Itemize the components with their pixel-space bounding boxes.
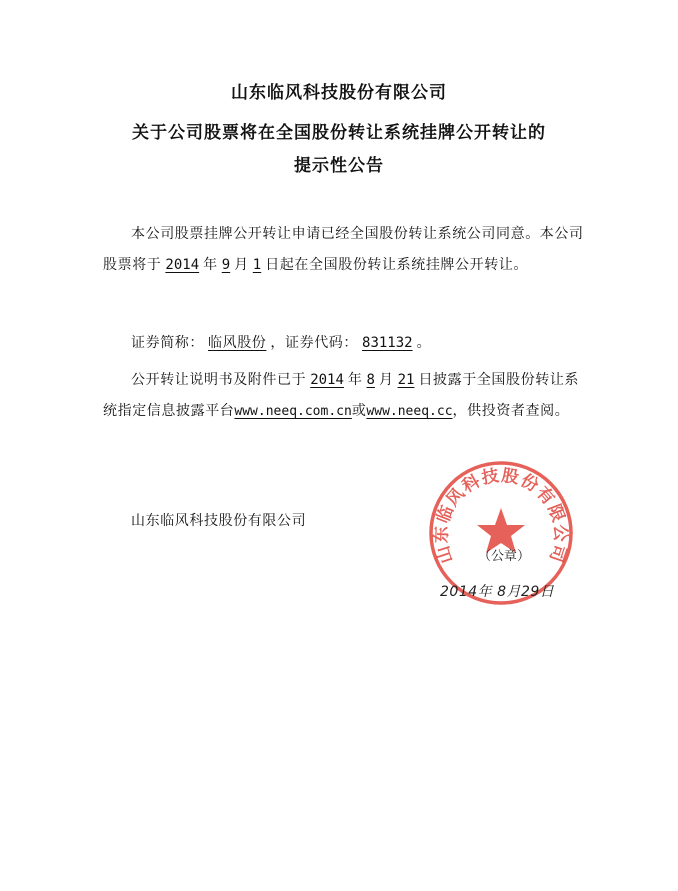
document-subtitle: 关于公司股票将在全国股份转让系统挂牌公开转让的: [132, 123, 546, 143]
paragraph-disclosure: [103, 365, 588, 427]
p3-month-sep: 月: [378, 372, 394, 388]
listing-month: 9: [221, 257, 231, 273]
listing-year: 2014: [165, 257, 200, 273]
seal-text: 山东临风科技股份有限公司: [431, 465, 571, 566]
p3-text1: 公开转让说明书及附件已于: [131, 372, 307, 388]
document-subtitle-2: 提示性公告: [294, 156, 384, 176]
security-name-label: 证券简称：: [131, 335, 204, 351]
p3-year-sep: 年: [347, 372, 363, 388]
disclosure-year: 2014: [310, 372, 344, 388]
disclosure-month: 8: [366, 372, 375, 388]
p3-text2: 日披露于全国股份转让系统指定信息披露平台: [103, 372, 580, 419]
document-title: 山东临风科技股份有限公司: [231, 83, 447, 103]
p1-text2: 日起在全国股份转让系统挂牌公开转让。: [265, 257, 529, 273]
neeq-link-1[interactable]: www.neeq.com.cn: [234, 404, 352, 419]
seal-note: （公章）: [478, 549, 531, 564]
paragraph-listing: [103, 219, 588, 281]
security-name: 临风股份: [208, 335, 267, 351]
listing-day: 1: [252, 257, 262, 273]
p1-year-sep: 年: [203, 257, 218, 273]
p3-or: 或: [351, 403, 367, 419]
security-code: 831132: [362, 335, 413, 351]
disclosure-day: 21: [397, 372, 415, 388]
paragraph-security: [103, 328, 588, 359]
security-code-label: ，证券代码：: [270, 335, 359, 351]
p3-text3: ，供投资者查阅。: [452, 403, 570, 419]
signature-company: 山东临风科技股份有限公司: [131, 513, 307, 529]
p1-month-sep: 月: [234, 257, 249, 273]
neeq-link-2[interactable]: www.neeq.cc: [366, 404, 453, 419]
p2-end: 。: [416, 335, 432, 351]
signature-date: 2014年 8月29日: [440, 584, 555, 600]
p1-text1: 本公司股票挂牌公开转让申请已经全国股份转让系统公司同意。本公司股票将于: [103, 226, 584, 273]
